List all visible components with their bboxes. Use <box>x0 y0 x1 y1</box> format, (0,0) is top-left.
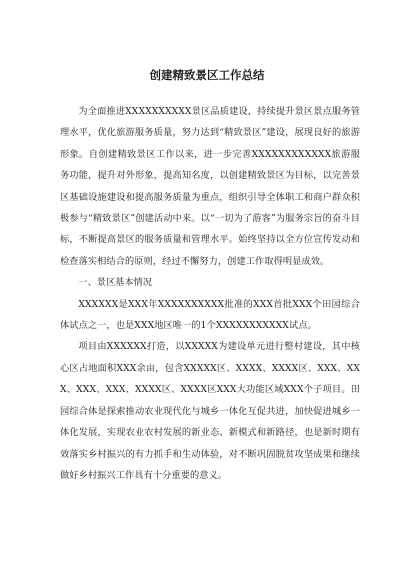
section-paragraph-2: 项目由XXXXXX打造，以XXXXX为建设单元进行整村建设，其中核心区占地面积XXX余亩，包含XXXXX区、XXXX、XXXX区、XXX、XXX、XXX、XXX、XXXX区、XXXX区XXX大功能区域XXX个子项目。田园综合体是探索推动农业现代化与城乡一体化互促共进，加快促进城乡一体化发展，实现农业农村发展的新业态、新模式和新路径，也是新时期有效落实乡村振兴的有力抓手和生动体验，对不断巩固脱贫攻坚成果和继续做好乡村振兴工作具有十分重要的意义。 <box>60 341 360 481</box>
section-paragraph-1: XXXXXX是XXX年XXXXXXXXXX批准的XXX首批XXX个田园综合体试点之一，也是XXX地区唯一的1个XXXXXXXXXXX试点。 <box>60 298 360 332</box>
document-title: 创建精致景区工作总结 <box>149 68 265 82</box>
section-heading: 一、景区基本情况 <box>78 277 152 289</box>
intro-paragraph: 为全面推进XXXXXXXXXX景区品质建设，持续提升景区景点服务管理水平，优化旅游服务质量，努力达到“精致景区”建设，展现良好的旅游形象。自创建精致景区工作以来，进一步完善XXXXXXXXXXXX旅游服务功能，提升对外形象，提高知名度，以创建精致景区为目标，以完善景区基础设施建设和提高服务质量为重点，组织引导全体职工和商户群众积极参与“精致景区”创建活动中来。以“一切为了游客”为服务宗旨的奋斗目标，不断提高景区的服务质量和管理水平。始终坚持以全方位宣传发动和检查落实相结合的原则，经过不懈努力，创建工作取得明显成效。 <box>60 106 360 267</box>
